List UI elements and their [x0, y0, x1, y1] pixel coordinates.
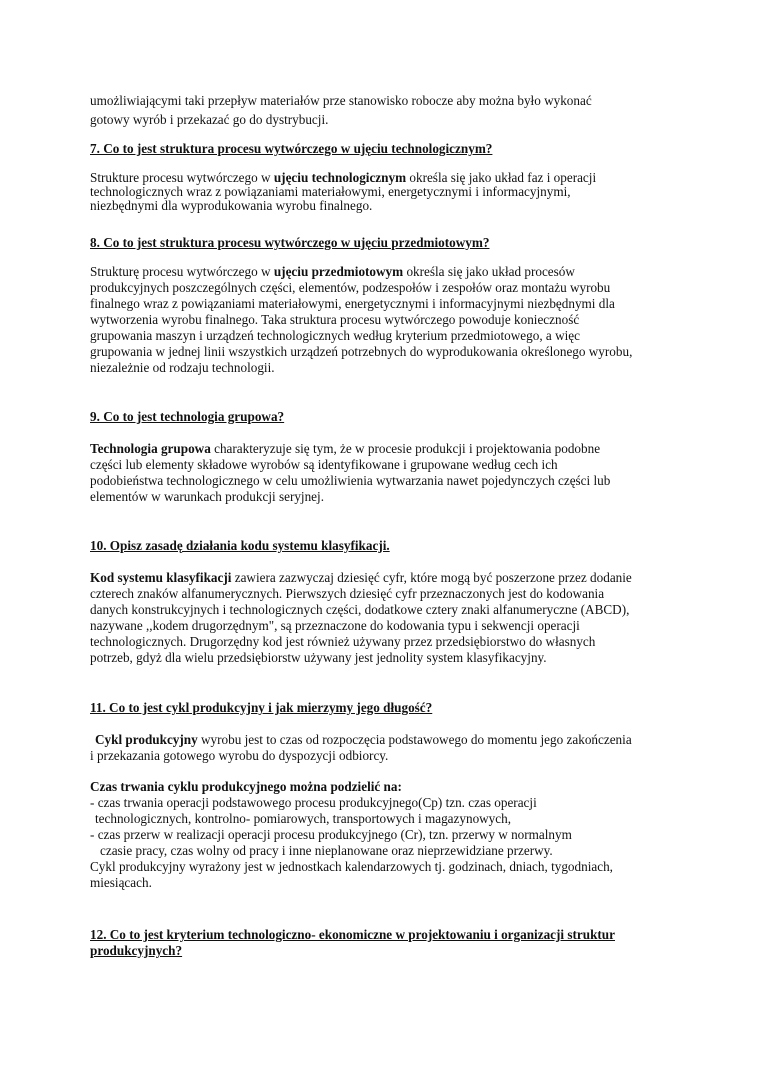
intro-paragraph — [90, 91, 675, 129]
text-run: wyrobu jest to czas od rozpoczęcia podstawowego do momentu jego zakończenia — [197, 732, 632, 747]
text-run: charakteryzuje się tym, że w procesie produkcji i projektowania podobne — [210, 441, 601, 456]
text-line: umożliwiającymi taki przepływ materiałów prze stanowisko robocze aby można było wykonać — [90, 93, 592, 108]
text-line: i przekazania gotowego wyrobu do dyspozycji odbiorcy. — [90, 748, 389, 763]
question-9-heading: 9. Co to jest technologia grupowa? — [90, 409, 285, 424]
text-line: gotowy wyrób i przekazać go do dystrybucji. — [90, 112, 329, 127]
text-line: części lub elementy składowe wyrobów są identyfikowane i grupowane według cech ich — [90, 457, 558, 472]
text-run: Strukture procesu wytwórczego w — [90, 170, 274, 185]
question-10-heading: 10. Opisz zasadę działania kodu systemu klasyfikacji. — [90, 538, 390, 553]
question-8-answer — [90, 264, 675, 376]
text-line: czterech znaków alfanumerycznych. Pierwszych dziesięć cyfr przeznaczonych jest do kodowania — [90, 586, 605, 601]
text-line: niezbędnymi dla wyprodukowania wyrobu finalnego. — [90, 198, 373, 213]
text-line: Cykl produkcyjny wyrażony jest w jednostkach kalendarzowych tj. godzinach, dniach, tygodniach, — [90, 859, 613, 874]
question-11-answer — [90, 732, 675, 764]
text-line: nazywane ,,kodem drugorzędnym", są przeznaczone do kodowania typu i sekwencji operacji — [90, 618, 580, 633]
question-12-heading — [90, 927, 675, 959]
bold-term: ujęciu technologicznym — [273, 170, 407, 185]
text-line: finalnego wraz z powiązaniami materiałowymi, energetycznymi i informacyjnymi niezbędnymi dla — [90, 296, 615, 311]
breakdown-heading: Czas trwania cyklu produkcyjnego można podzielić na: — [90, 779, 402, 794]
question-10-answer — [90, 570, 675, 666]
list-item: - czas trwania operacji podstawowego procesu produkcyjnego(Cp) tzn. czas operacji — [90, 795, 537, 810]
question-11-breakdown — [90, 779, 675, 891]
text-line: podobieństwa technologicznego w celu umożliwienia wytwarzania nawet pojedynczych części lub — [90, 473, 611, 488]
bold-term: Technologia grupowa — [90, 441, 211, 456]
text-line: grupowania w jednej linii wszystkich urządzeń potrzebnych do wyprodukowania określonego wyrobu, — [90, 344, 633, 359]
text-line — [90, 570, 675, 586]
question-7-heading: 7. Co to jest struktura procesu wytwórczego w ujęciu technologicznym? — [90, 141, 493, 156]
question-9-answer — [90, 441, 675, 505]
question-11-heading: 11. Co to jest cykl produkcyjny i jak mierzymy jego długość? — [90, 700, 433, 715]
text-line — [90, 441, 675, 457]
text-line: produkcyjnych poszczególnych części, elementów, podzespołów i zespołów oraz montażu wyrobu — [90, 280, 611, 295]
heading-line: produkcyjnych? — [90, 943, 183, 958]
bold-term: ujęciu przedmiotowym — [273, 264, 404, 279]
text-line: elementów w warunkach produkcji seryjnej. — [90, 489, 325, 504]
text-line: miesiącach. — [90, 875, 152, 890]
text-run: zawiera zazwyczaj dziesięć cyfr, które mogą być poszerzone przez dodanie — [231, 570, 632, 585]
text-line: grupowania maszyn i urządzeń technologicznych według kryterium przedmiotowego, a więc — [90, 328, 580, 343]
bold-term: Cykl produkcyjny — [95, 732, 198, 747]
text-run: określa się jako układ procesów — [403, 264, 575, 279]
text-line: technologicznych. Drugorzędny kod jest również używany przez przedsiębiorstwo do własnych — [90, 634, 596, 649]
text-line: danych konstrukcyjnych i technologicznych części, dodatkowe cztery znaki alfanumeryczne (ABCD), — [90, 602, 630, 617]
question-8-heading: 8. Co to jest struktura procesu wytwórczego w ujęciu przedmiotowym? — [90, 235, 490, 250]
question-7-answer — [90, 171, 675, 213]
text-line — [90, 171, 675, 185]
list-item-continuation: technologicznych, kontrolno- pomiarowych, transportowych i magazynowych, — [95, 811, 512, 826]
text-line: niezależnie od rodzaju technologii. — [90, 360, 275, 375]
text-line: potrzeb, gdyż dla wielu przedsiębiorstw używany jest jednolity system klasyfikacyjny. — [90, 650, 547, 665]
heading-line: 12. Co to jest kryterium technologiczno- ekonomiczne w projektowaniu i organizacji struktur — [90, 927, 615, 942]
text-line — [90, 264, 675, 280]
text-line: wytworzenia wyrobu finalnego. Taka struktura procesu wytwórczego powoduje konieczność — [90, 312, 580, 327]
text-line: technologicznych wraz z powiązaniami materiałowymi, energetycznymi i informacyjnymi, — [90, 184, 571, 199]
text-line — [90, 732, 675, 748]
list-item-continuation: czasie pracy, czas wolny od pracy i inne nieplanowane oraz nieprzewidziane przerwy. — [100, 843, 553, 858]
text-run: Strukturę procesu wytwórczego w — [90, 264, 274, 279]
text-run: określa się jako układ faz i operacji — [406, 170, 597, 185]
list-item: - czas przerw w realizacji operacji procesu produkcyjnego (Cr), tzn. przerwy w normalnym — [90, 827, 572, 842]
bold-term: Kod systemu klasyfikacji — [90, 570, 232, 585]
